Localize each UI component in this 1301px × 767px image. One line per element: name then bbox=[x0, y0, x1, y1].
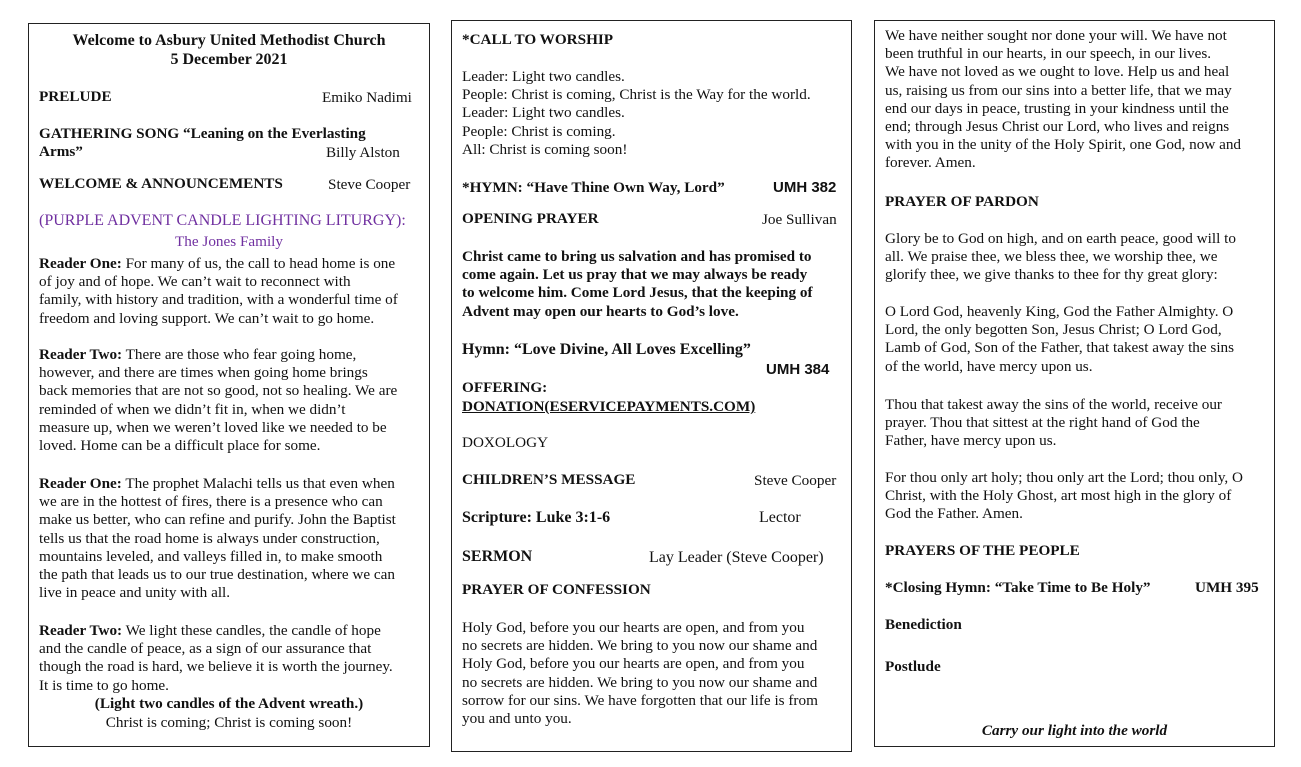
light-candles-instruction: (Light two candles of the Advent wreath.) bbox=[94, 695, 364, 712]
liturgy-heading: (PURPLE ADVENT CANDLE LIGHTING LITURGY): bbox=[39, 212, 406, 229]
hymn-2-title: Hymn: “Love Divine, All Loves Excelling” bbox=[462, 341, 751, 358]
christ-coming-response: Christ is coming; Christ is coming soon! bbox=[105, 714, 353, 731]
closing-hymn-title: *Closing Hymn: “Take Time to Be Holy” bbox=[885, 579, 1151, 596]
closing-hymn-number: UMH 395 bbox=[1195, 579, 1259, 596]
prayers-of-the-people-label: PRAYERS OF THE PEOPLE bbox=[885, 542, 1080, 559]
gathering-song-person: Billy Alston bbox=[326, 144, 400, 161]
reader-label: Reader Two: bbox=[39, 622, 123, 639]
reader-label: Reader One: bbox=[39, 475, 122, 492]
reader-two-paragraph-1: Reader Two: There are those who fear going home, however, and there are times when going home brings back memories that are not so good, not so healing. We are reminded of when we didn’t fit in, when we didn’t measure up, when we weren’t loved like we needed to be loved. Home can be a difficult place for some. bbox=[39, 346, 398, 455]
reader-label: Reader Two: bbox=[39, 346, 123, 363]
confession-text: Holy God, before you our hearts are open, and from you no secrets are hidden. We bring to you now our shame and Holy God, before you our hearts are open, and from you no secrets are hidden. We bring to you now our shame and sorrow for our sins. We have forgotten that our life is from you and unto you. bbox=[462, 619, 818, 728]
reader-label: Reader One: bbox=[39, 255, 122, 272]
welcome-title: Welcome to Asbury United Methodist Church bbox=[72, 32, 386, 49]
scripture-label: Scripture: Luke 3:1-6 bbox=[462, 509, 611, 526]
call-to-worship-responses: Leader: Light two candles. People: Christ is coming, Christ is the Way for the world. Leader: Light two candles. People: Christ is coming. All: Christ is coming soon! bbox=[462, 68, 811, 158]
thou-takest-paragraph: Thou that takest away the sins of the world, receive our prayer. Thou that sittest at the right hand of God the Father, have mercy upon us. bbox=[885, 396, 1222, 450]
scripture-person: Lector bbox=[759, 509, 801, 526]
liturgy-family: The Jones Family bbox=[175, 233, 283, 250]
doxology-label: DOXOLOGY bbox=[462, 434, 549, 451]
opening-prayer-text: Christ came to bring us salvation and has promised to come again. Let us pray that we may always be ready to welcome him. Come Lord Jesus, that the keeping of Advent may open our hearts to God’s love. bbox=[462, 248, 813, 320]
welcome-announcements-person: Steve Cooper bbox=[328, 176, 411, 193]
sermon-person: Lay Leader (Steve Cooper) bbox=[649, 549, 824, 566]
confession-label: PRAYER OF CONFESSION bbox=[462, 581, 651, 598]
gathering-song-label: GATHERING SONG “Leaning on the Everlasting bbox=[39, 125, 366, 142]
prelude-label: PRELUDE bbox=[39, 88, 112, 105]
welcome-announcements-label: WELCOME & ANNOUNCEMENTS bbox=[39, 175, 283, 192]
call-to-worship-label: *CALL TO WORSHIP bbox=[462, 31, 614, 48]
gathering-song-label-cont: Arms” bbox=[39, 143, 83, 160]
gloria-paragraph: Glory be to God on high, and on earth peace, good will to all. We praise thee, we bless thee, we worship thee, we glorify thee, we give thanks to thee for thy great glory: bbox=[885, 230, 1236, 284]
hymn-2-number: UMH 384 bbox=[766, 361, 830, 378]
service-date: 5 December 2021 bbox=[170, 51, 288, 68]
childrens-message-label: CHILDREN’S MESSAGE bbox=[462, 471, 636, 488]
prelude-person: Emiko Nadimi bbox=[322, 89, 412, 106]
benediction-label: Benediction bbox=[885, 616, 962, 633]
hymn-1-number: UMH 382 bbox=[773, 179, 837, 196]
offering-label: OFFERING: bbox=[462, 379, 548, 396]
lord-god-paragraph: O Lord God, heavenly King, God the Father Almighty. O Lord, the only begotten Son, Jesus Christ; O Lord God, Lamb of God, Son of the Father, that takest away the sins of the world, have mercy upon us. bbox=[885, 303, 1235, 375]
tagline: Carry our light into the world bbox=[981, 722, 1168, 739]
pardon-label: PRAYER OF PARDON bbox=[885, 193, 1039, 210]
reader-one-paragraph-2: Reader One: The prophet Malachi tells us that even when we are in the hottest of fires, there is a presence who can make us better, who can refine and purify. John the Baptist tells us that the road home is always under construction, mountains leveled, and valleys filled in, to make smooth the path that leads us to our true destination, where we can live in peace and unity with all. bbox=[39, 475, 396, 602]
opening-prayer-label: OPENING PRAYER bbox=[462, 210, 599, 227]
opening-prayer-person: Joe Sullivan bbox=[762, 211, 837, 228]
reader-one-paragraph-1: Reader One: For many of us, the call to head home is one of joy and of hope. We can’t wait to reconnect with family, with history and tradition, with a wonderful time of freedom and loving support. We can’t wait to go home. bbox=[39, 255, 398, 327]
confession-continued-text: We have neither sought nor done your will. We have not been truthful in our hearts, in our speech, in our lives. We have not loved as we ought to love. Help us and heal us, raising us from our sins into a better life, that we may end our days in peace, trusting in your kindness until the end; through Jesus Christ our Lord, who lives and reigns with you in the unity of the Holy Spirit, one God, now and forever. Amen. bbox=[885, 27, 1242, 172]
donation-link[interactable]: DONATION(ESERVICEPAYMENTS.COM) bbox=[462, 398, 756, 415]
hymn-1-title: *HYMN: “Have Thine Own Way, Lord” bbox=[462, 179, 725, 196]
reader-two-paragraph-2: Reader Two: We light these candles, the candle of hope and the candle of peace, as a sign of our assurance that though the road is hard, we believe it is worth the journey. It is time to go home. bbox=[39, 622, 393, 694]
postlude-label: Postlude bbox=[885, 658, 941, 675]
sermon-label: SERMON bbox=[462, 548, 533, 565]
childrens-message-person: Steve Cooper bbox=[754, 472, 837, 489]
thou-only-paragraph: For thou only art holy; thou only art the Lord; thou only, O Christ, with the Holy Ghost, art most high in the glory of God the Father. Amen. bbox=[885, 469, 1243, 523]
